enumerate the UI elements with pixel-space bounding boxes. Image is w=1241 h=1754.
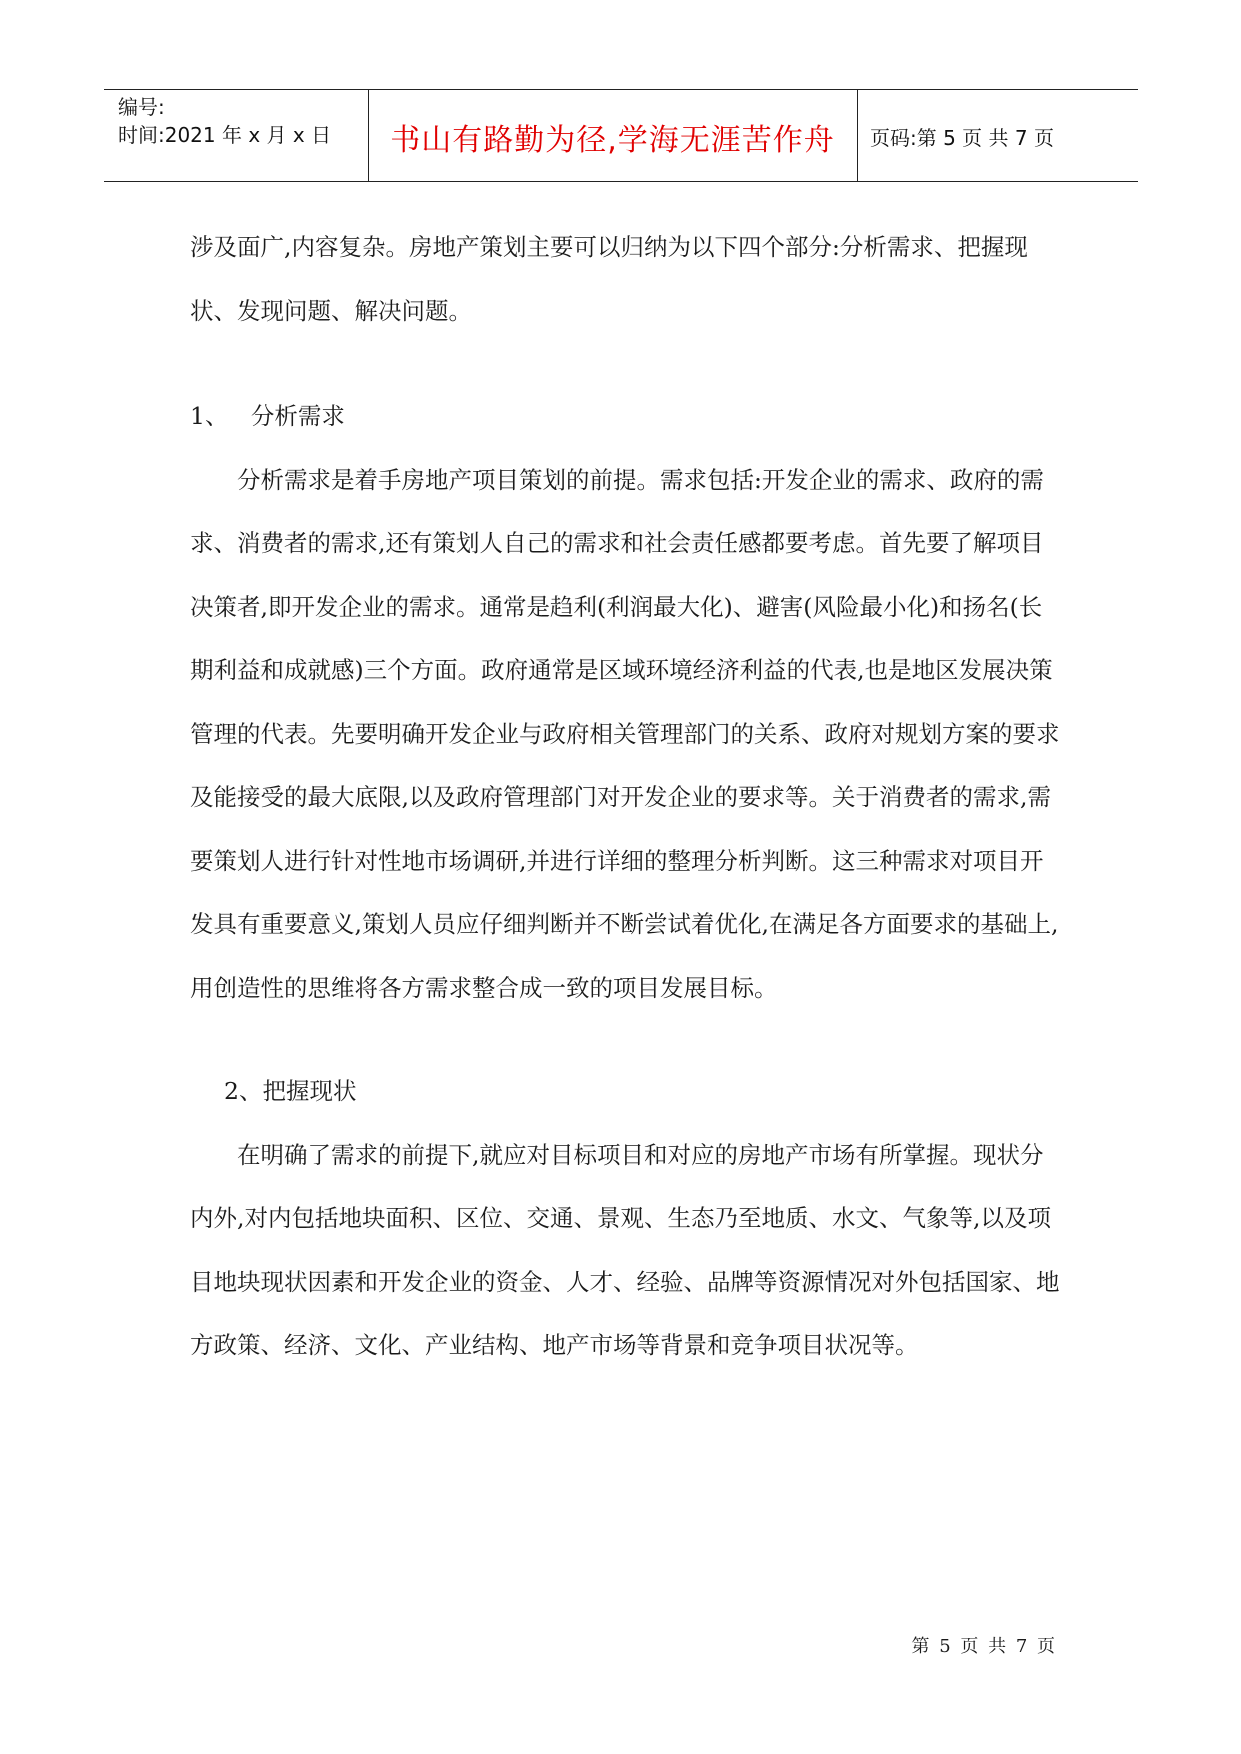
intro-paragraph: 涉及面广,内容复杂。房地产策划主要可以归纳为以下四个部分:分析需求、把握现状、发现问题、解决问题。	[190, 233, 1028, 325]
document-time-label: 时间:2021 年 x 月 x 日	[118, 123, 332, 147]
section-heading: 1、 分析需求	[190, 402, 345, 430]
section-heading: 2、把握现状	[224, 1077, 357, 1105]
page-footer: 第 5 页 共 7 页	[911, 1636, 1057, 1657]
document-number-label: 编号:	[118, 95, 165, 119]
header-page-number: 页码:第 5 页 共 7 页	[870, 126, 1054, 150]
header-meta	[118, 93, 331, 149]
header-divider	[857, 90, 858, 181]
document-body	[190, 216, 1062, 1378]
section-paragraph: 分析需求是着手房地产项目策划的前提。需求包括:开发企业的需求、政府的需求、消费者的需求,还有策划人自己的需求和社会责任感都要考虑。首先要了解项目决策者,即开发企业的需求。通常是趋利(利润最大化)、避害(风险最小化)和扬名(长期利益和成就感)三个方面。政府通常是区域环境经济利益的代表,也是地区发展决策管理的代表。先要明确开发企业与政府相关管理部门的关系、政府对规划方案的要求及能接受的最大底限,以及政府管理部门对开发企业的要求等。关于消费者的需求,需要策划人进行针对性地市场调研,并进行详细的整理分析判断。这三种需求对项目开发具有重要意义,策划人员应仔细判断并不断尝试着优化,在满足各方面要求的基础上,用创造性的思维将各方需求整合成一致的项目发展目标。	[190, 465, 1060, 1002]
header-motto: 书山有路勤为径,学海无涯苦作舟	[390, 122, 835, 158]
page-header	[104, 89, 1138, 182]
section-paragraph: 在明确了需求的前提下,就应对目标项目和对应的房地产市场有所掌握。现状分内外,对内包括地块面积、区位、交通、景观、生态乃至地质、水文、气象等,以及项目地块现状因素和开发企业的资金、人才、经验、品牌等资源情况对外包括国家、地方政策、经济、文化、产业结构、地产市场等背景和竞争项目状况等。	[190, 1140, 1060, 1359]
